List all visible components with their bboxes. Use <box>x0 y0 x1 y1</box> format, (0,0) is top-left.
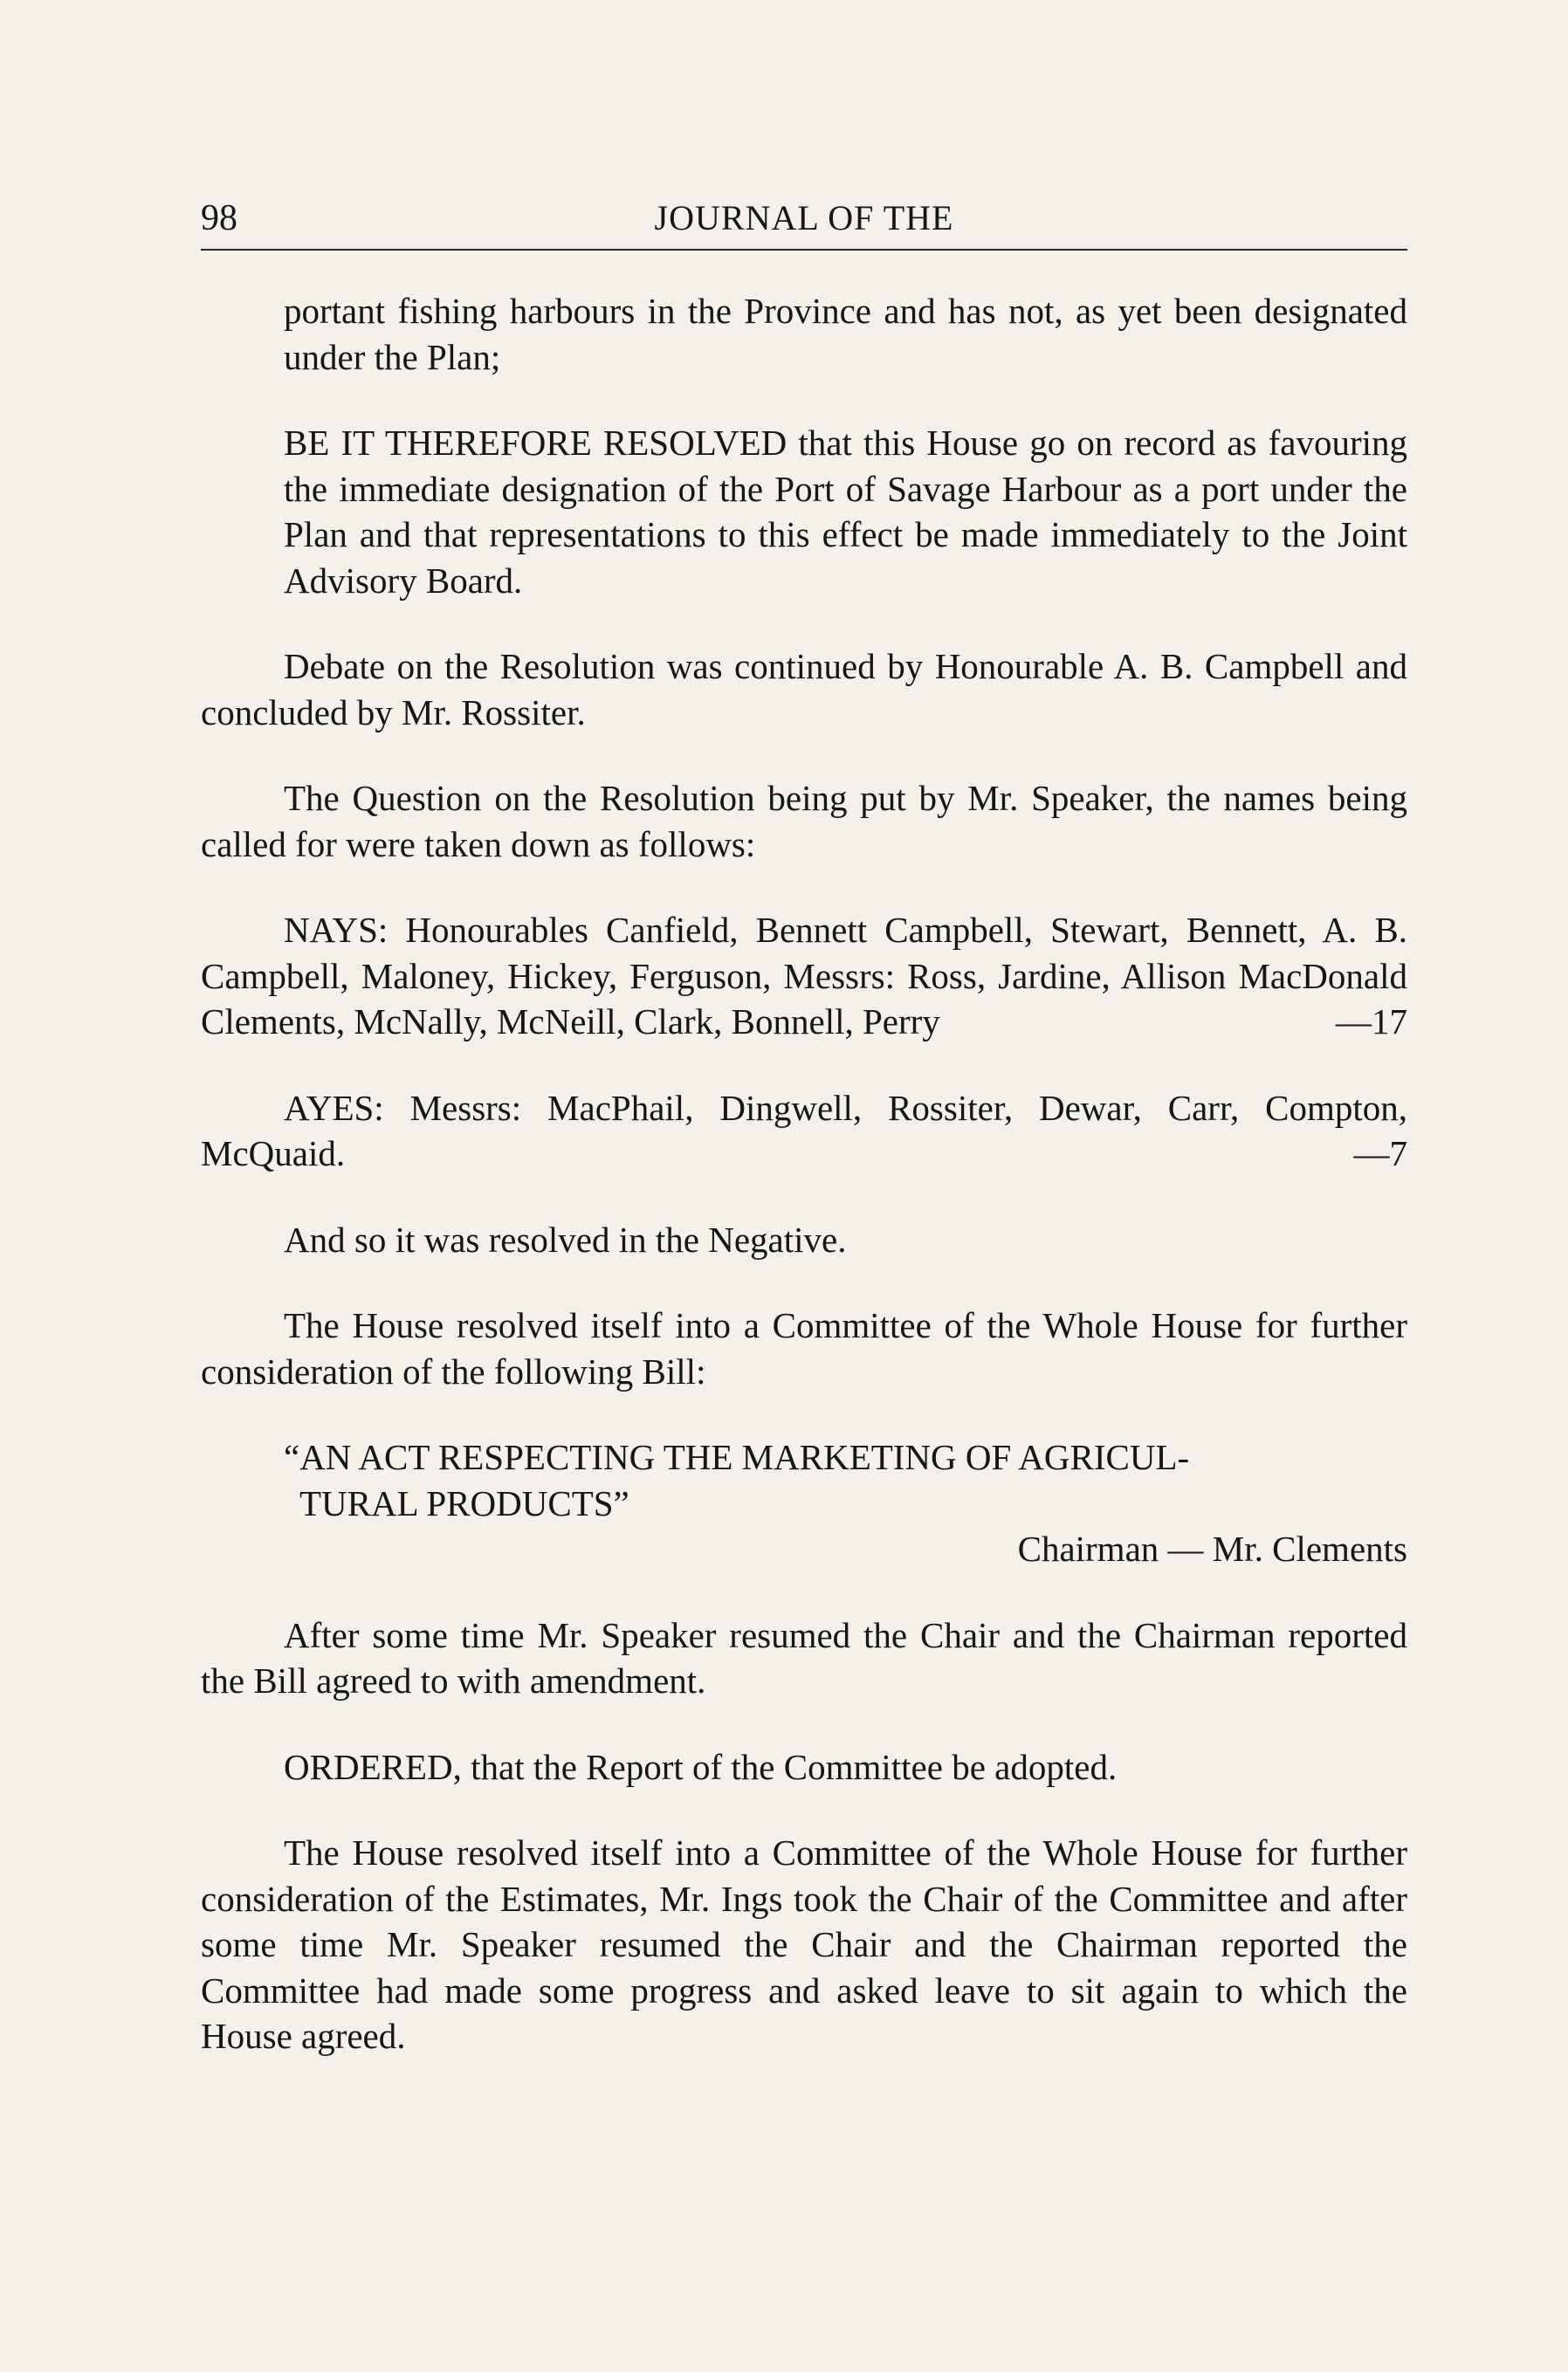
page-body <box>201 288 1407 2100</box>
bill-title-line-2: TURAL PRODUCTS” <box>299 1482 629 1523</box>
nays-names: NAYS: Honourables Canfield, Bennett Campbell, Stewart, Bennett, A. B. Campbell, Maloney, Hickey, Ferguson, Messrs: Ross, Jardine, Allison MacDonald Clements, McNally, McNeill, Clark, Bonnell, Perry <box>201 910 1407 1042</box>
paragraph-ordered: ORDERED, that the Report of the Committee be adopted. <box>284 1746 1118 1787</box>
paragraph-negative: And so it was resolved in the Negative. <box>284 1219 847 1260</box>
chairman-line: Chairman — Mr. Clements <box>1017 1529 1407 1569</box>
paragraph-question: The Question on the Resolution being put by Mr. Speaker, the names being called for were taken down as follows: <box>201 778 1407 864</box>
paragraph-continuation: portant fishing harbours in the Province and has not, as yet been designated under the Plan; <box>284 291 1407 377</box>
ayes-vote <box>201 1085 1407 1177</box>
paragraph-committee-bill: The House resolved itself into a Committee of the Whole House for further consideration of the following Bill: <box>201 1305 1407 1392</box>
page-header <box>201 196 1407 251</box>
page-number: 98 <box>201 198 237 238</box>
ayes-count: —7 <box>1353 1133 1407 1173</box>
paragraph-estimates: The House resolved itself into a Committee of the Whole House for further consideration of the Estimates, Mr. Ings took the Chair of the Committee and after some time Mr. Speaker resumed the Chair and the Chairman reported the Committee had made some progress and asked leave to sit again to which the House agreed. <box>201 1832 1407 2056</box>
bill-title <box>201 1434 1407 1526</box>
ayes-names: AYES: Messrs: MacPhail, Dingwell, Rossiter, Dewar, Carr, Compton, McQuaid. <box>201 1087 1407 1173</box>
paragraph-resolution: BE IT THEREFORE RESOLVED that this House go on record as favouring the immediate designation of the Port of Savage Harbour as a port under the Plan and that representations to this effect be made immediately to the Joint Advisory Board. <box>284 423 1407 601</box>
paragraph-chair-resumed: After some time Mr. Speaker resumed the Chair and the Chairman reported the Bill agreed to with amendment. <box>201 1614 1407 1701</box>
nays-vote <box>201 907 1407 1045</box>
paragraph-debate: Debate on the Resolution was continued by Honourable A. B. Campbell and concluded by Mr. Rossiter. <box>201 646 1407 732</box>
bill-title-line-1: “AN ACT RESPECTING THE MARKETING OF AGRICUL- <box>284 1437 1190 1477</box>
nays-count: —17 <box>1336 1001 1407 1042</box>
running-head: JOURNAL OF THE <box>654 198 954 237</box>
